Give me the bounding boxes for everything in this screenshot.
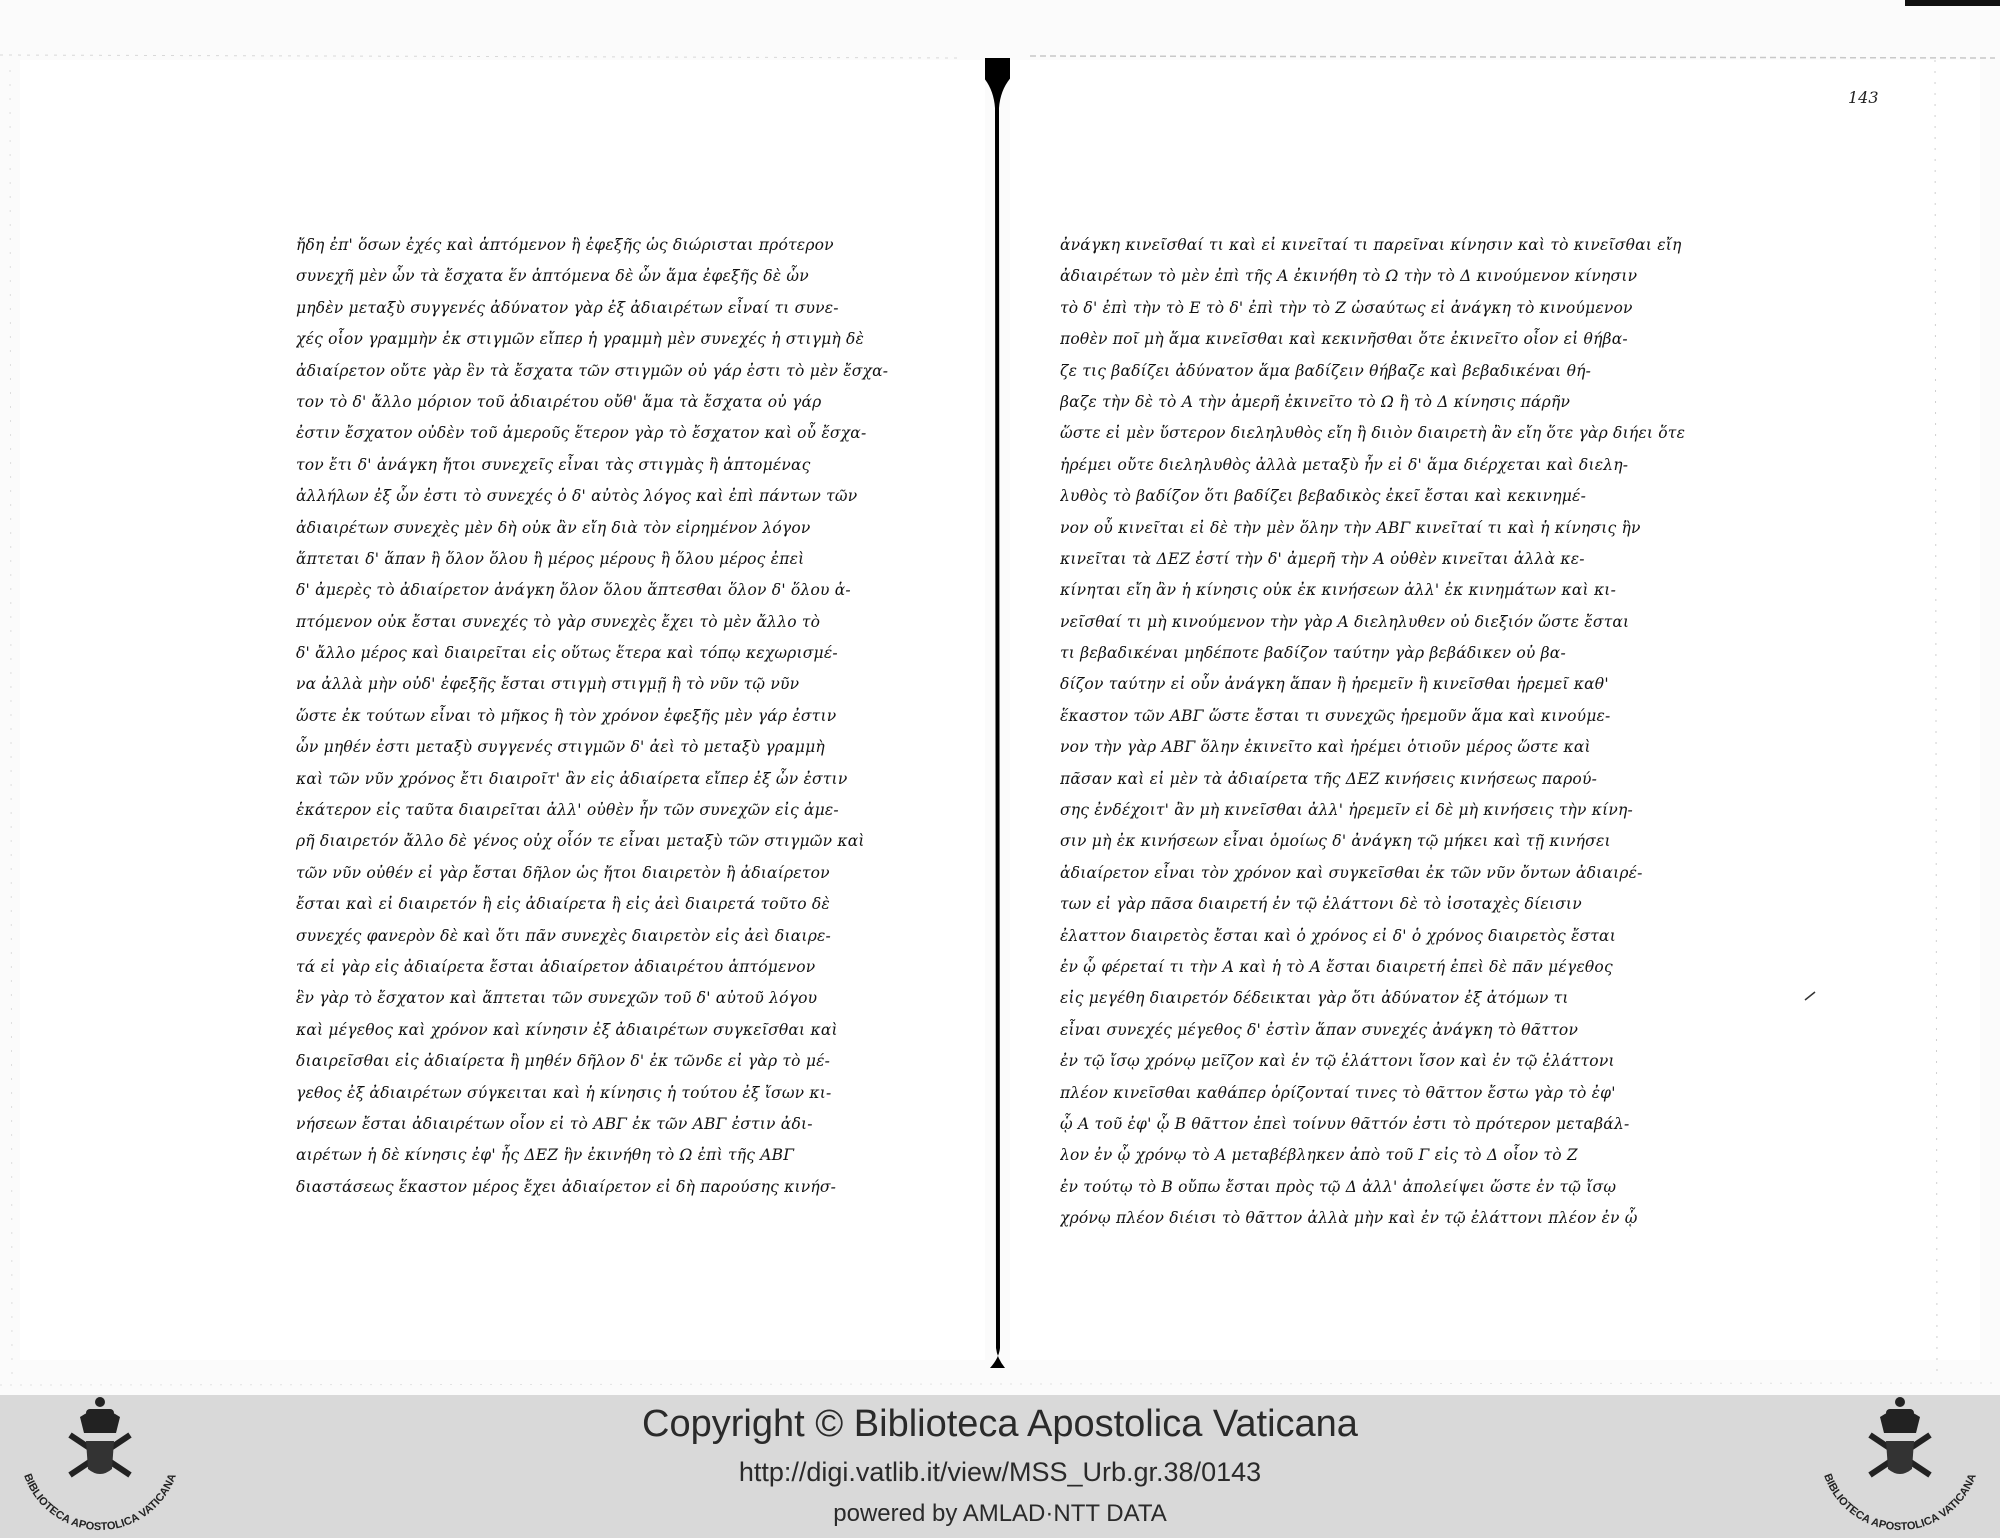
manuscript-line: ρῆ διαιρετόν ἄλλο δὲ γένος οὐχ οἷόν τε εἶναι μεταξὺ τῶν στιγμῶν καὶ [296, 832, 865, 851]
manuscript-line: ἀδιαίρετον εἶναι τὸν χρόνον καὶ συγκεῖσθαι ἐκ τῶν νῦν ὄντων ἀδιαιρέ- [1060, 863, 1643, 882]
manuscript-line: τον τὸ δ' ἄλλο μόριον τοῦ ἀδιαιρέτου οὔθ' ἅμα τὰ ἔσχατα οὐ γάρ [296, 392, 822, 411]
manuscript-line: ὥστε εἰ μὲν ὕστερον διεληλυθὸς εἴη ἢ διιὸν διαιρετὴ ἂν εἴη ὅτε γὰρ διήει ὅτε [1060, 424, 1686, 443]
manuscript-line: ᾧ Α τοῦ ἐφ' ᾧ Β θᾶττον ἐπεὶ τοίνυν θᾶττόν ἐστι τὸ πρότερον μεταβάλ- [1060, 1114, 1630, 1133]
manuscript-line: ὧν μηθέν ἐστι μεταξὺ συγγενές στιγμῶν δ' ἀεὶ τὸ μεταξὺ γραμμὴ [296, 738, 825, 757]
manuscript-line: ἤδη ἐπ' ὅσων ἐχές καὶ ἁπτόμενον ἢ ἐφεξῆς ὡς διώρισται πρότερον [296, 236, 834, 254]
manuscript-line: ἕκαστον τῶν ΑΒΓ ὥστε ἔσται τι συνεχῶς ἠρεμοῦν ἅμα καὶ κινούμε- [1060, 706, 1611, 725]
manuscript-line: πτόμενον οὐκ ἔσται συνεχές τὸ γὰρ συνεχὲς ἔχει τὸ μὲν ἄλλο τὸ [296, 612, 821, 631]
folio-number: 143 [1848, 88, 1879, 107]
manuscript-line: συνεχῆ μὲν ὧν τὰ ἔσχατα ἕν ἁπτόμενα δὲ ὧν ἅμα ἐφεξῆς δὲ ὧν [296, 267, 809, 286]
seal-text-right: BIBLIOTECA APOSTOLICA VATICANA [1821, 1472, 1979, 1534]
manuscript-line: τι βεβαδικέναι μηδέποτε βαδίζον ταύτην γὰρ βεβάδικεν οὐ βα- [1060, 644, 1566, 663]
manuscript-line: τον ἔτι δ' ἀνάγκη ἤτοι συνεχεῖς εἶναι τὰς στιγμὰς ἢ ἁπτομένας [296, 455, 811, 474]
manuscript-line: χές οἷον γραμμὴν ἐκ στιγμῶν εἴπερ ἡ γραμμὴ μὲν συνεχές ἡ στιγμὴ δὲ [296, 330, 865, 349]
manuscript-line: κινεῖται τὰ ΔΕΖ ἐστί τὴν δ' ἀμερῆ τὴν Α οὐθὲν κινεῖται ἀλλὰ κε- [1060, 549, 1585, 568]
manuscript-line: ἀδιαιρέτων συνεχὲς μὲν δὴ οὐκ ἂν εἴη διὰ τὸν εἰρημένον λόγον [296, 518, 811, 537]
manuscript-line: συνεχές φανερὸν δὲ καὶ ὅτι πᾶν συνεχὲς διαιρετὸν εἰς ἀεὶ διαιρε- [296, 926, 831, 945]
manuscript-line: ἐστιν ἔσχατον οὐδὲν τοῦ ἀμεροῦς ἕτερον γὰρ τὸ ἔσχατον καὶ οὗ ἔσχα- [296, 424, 867, 443]
powered-by-text: powered by AMLAD·NTT DATA [833, 1500, 1167, 1527]
manuscript-line: των εἰ γὰρ πᾶσα διαιρετή ἐν τῷ ἐλάττονι δὲ τὸ ἰσοταχὲς δίεισιν [1060, 895, 1582, 914]
manuscript-line: ποθὲν ποῖ μὴ ἅμα κινεῖσθαι καὶ κεκινῆσθαι ὅτε ἐκινεῖτο οἷον εἰ θήβα- [1060, 330, 1628, 349]
manuscript-line: ἐν τούτῳ τὸ Β οὔπω ἔσται πρὸς τῷ Δ ἀλλ' ἀπολείψει ὥστε ἐν τῷ ἴσῳ [1060, 1177, 1617, 1196]
manuscript-line: καὶ τῶν νῦν χρόνος ἔτι διαιροῖτ' ἂν εἰς ἀδιαίρετα εἴπερ ἐξ ὧν ἐστιν [296, 769, 848, 788]
left-text-column [296, 230, 926, 1203]
manuscript-line: πλέον κινεῖσθαι καθάπερ ὁρίζονταί τινες τὸ θᾶττον ἔστω γὰρ τὸ ἐφ' [1060, 1083, 1616, 1102]
seal-text-left: BIBLIOTECA APOSTOLICA VATICANA [21, 1472, 179, 1534]
svg-text:BIBLIOTECA APOSTOLICA VATICANA [1821, 1472, 1979, 1533]
manuscript-line: βαζε τὴν δὲ τὸ Α τὴν ἀμερῆ ἐκινεῖτο τὸ Ω ἣ τὸ Δ κίνησις πάρῆν [1060, 392, 1571, 411]
manuscript-line: ἔσται καὶ εἰ διαιρετόν ἢ εἰς ἀδιαίρετα ἢ εἰς ἀεὶ διαιρετά τοῦτο δὲ [296, 895, 830, 914]
manuscript-line: λυθὸς τὸ βαδίζον ὅτι βαδίζει βεβαδικὸς ἐκεῖ ἔσται καὶ κεκινημέ- [1060, 487, 1587, 506]
manuscript-line: να ἀλλὰ μὴν οὐδ' ἐφεξῆς ἔσται στιγμὴ στιγμῇ ἢ τὸ νῦν τῷ νῦν [296, 675, 800, 694]
manuscript-line: νήσεων ἔσται ἀδιαιρέτων οἷον εἰ τὸ ΑΒΓ ἐκ τῶν ΑΒΓ ἐστιν ἀδι- [296, 1114, 813, 1133]
manuscript-line: τά εἰ γὰρ εἰς ἀδιαίρετα ἔσται ἀδιαίρετον ἀδιαιρέτου ἁπτόμενον [296, 957, 816, 976]
manuscript-line: ἠρέμει οὔτε διεληλυθὸς ἀλλὰ μεταξὺ ἦν εἰ δ' ἅμα διέρχεται καὶ διελη- [1060, 455, 1629, 474]
manuscript-line: νον οὗ κινεῖται εἰ δὲ τὴν μὲν ὅλην τὴν ΑΒΓ κινεῖταί τι καὶ ἡ κίνησις ἣν [1060, 518, 1641, 537]
manuscript-line: δ' ἄλλο μέρος καὶ διαιρεῖται εἰς οὕτως ἕτερα καὶ τόπῳ κεχωρισμέ- [296, 644, 838, 663]
manuscript-line: τὸ δ' ἐπὶ τὴν τὸ Ε τὸ δ' ἐπὶ τὴν τὸ Ζ ὡσαύτως εἰ ἀνάγκη τὸ κινούμενον [1060, 298, 1633, 317]
manuscript-line: ἅπτεται δ' ἅπαν ἢ ὅλον ὅλου ἢ μέρος μέρους ἢ ὅλου μέρος ἐπεὶ [296, 549, 805, 568]
manuscript-line: ἀλλήλων ἐξ ὧν ἐστι τὸ συνεχές ὁ δ' αὐτὸς λόγος καὶ ἐπὶ πάντων τῶν [296, 487, 858, 506]
binding-gutter [985, 58, 1010, 1368]
manuscript-line: κίνηται εἴη ἂν ἡ κίνησις οὐκ ἐκ κινήσεων ἀλλ' ἐκ κινημάτων καὶ κι- [1060, 581, 1617, 600]
manuscript-line: ἀνάγκη κινεῖσθαί τι καὶ εἰ κινεῖταί τι παρεῖναι κίνησιν καὶ τὸ κινεῖσθαι εἴη [1060, 236, 1682, 254]
source-url[interactable]: http://digi.vatlib.it/view/MSS_Urb.gr.38/0143 [738, 1457, 1262, 1487]
manuscript-line: σιν μὴ ἐκ κινήσεων εἶναι ὁμοίως δ' ἀνάγκη τῷ μήκει καὶ τῇ κινήσει [1060, 832, 1611, 851]
manuscript-line: ἐν ᾧ φέρεταί τι τὴν Α καὶ ἡ τὸ Α ἔσται διαιρετή ἐπεὶ δὲ πᾶν μέγεθος [1060, 957, 1613, 976]
manuscript-line: ἑκάτερον εἰς ταῦτα διαιρεῖται ἀλλ' οὐθὲν ἦν τῶν συνεχῶν εἰς ἀμε- [296, 801, 839, 820]
manuscript-line: καὶ μέγεθος καὶ χρόνον καὶ κίνησιν ἐξ ἀδιαιρέτων συγκεῖσθαι καὶ [296, 1020, 838, 1039]
manuscript-line: γεθος ἐξ ἀδιαιρέτων σύγκειται καὶ ἡ κίνησις ἡ τούτου ἐξ ἴσων κι- [296, 1083, 832, 1102]
manuscript-line: ἀδιαίρετον οὔτε γὰρ ἓν τὰ ἔσχατα τῶν στιγμῶν οὐ γάρ ἐστι τὸ μὲν ἔσχα- [296, 361, 889, 380]
manuscript-line: λον ἐν ᾧ χρόνῳ τὸ Α μεταβέβληκεν ἀπὸ τοῦ Γ εἰς τὸ Δ οἷον τὸ Ζ [1060, 1146, 1578, 1165]
manuscript-line: διαιρεῖσθαι εἰς ἀδιαίρετα ἢ μηθέν δῆλον δ' ἐκ τῶνδε εἰ γὰρ τὸ μέ- [296, 1052, 831, 1071]
manuscript-line: σης ἐνδέχοιτ' ἂν μὴ κινεῖσθαι ἀλλ' ἠρεμεῖν εἰ δὲ μὴ κινήσεις τὴν κίνη- [1060, 801, 1633, 820]
manuscript-line: διαστάσεως ἕκαστον μέρος ἔχει ἀδιαίρετον εἰ δὴ παρούσης κινήσ- [296, 1177, 837, 1196]
copyright-text: Copyright © Biblioteca Apostolica Vaticana [642, 1403, 1358, 1445]
vatican-library-seal-right [1800, 1395, 2000, 1538]
manuscript-line: αιρέτων ἡ δὲ κίνησις ἐφ' ἧς ΔΕΖ ἣν ἐκινήθη τὸ Ω ἐπὶ τῆς ΑΒΓ [296, 1146, 795, 1165]
manuscript-line: ἀδιαιρέτων τὸ μὲν ἐπὶ τῆς Α ἐκινήθη τὸ Ω τὴν τὸ Δ κινούμενον κίνησιν [1060, 267, 1638, 286]
manuscript-line: ὥστε ἐκ τούτων εἶναι τὸ μῆκος ἢ τὸν χρόνον ἐφεξῆς μὲν γάρ ἐστιν [296, 706, 837, 725]
manuscript-line: ζε τις βαδίζει ἀδύνατον ἅμα βαδίζειν θήβαζε καὶ βεβαδικέναι θή- [1060, 361, 1592, 380]
manuscript-line: ἓν γὰρ τὸ ἔσχατον καὶ ἅπτεται τῶν συνεχῶν τοῦ δ' αὐτοῦ λόγου [296, 989, 818, 1008]
manuscript-line: εἰς μεγέθη διαιρετόν δέδεικται γὰρ ὅτι ἀδύνατον ἐξ ἀτόμων τι [1060, 989, 1569, 1008]
manuscript-line: χρόνῳ πλέον διέισι τὸ θᾶττον ἀλλὰ μὴν καὶ ἐν τῷ ἐλάττονι πλέον ἐν ᾧ [1060, 1209, 1638, 1228]
manuscript-line: μηδὲν μεταξὺ συγγενές ἀδύνατον γὰρ ἐξ ἀδιαιρέτων εἶναί τι συνε- [296, 298, 839, 317]
manuscript-line: πᾶσαν καὶ εἰ μὲν τὰ ἀδιαίρετα τῆς ΔΕΖ κινήσεις κινήσεως παρού- [1060, 769, 1598, 788]
manuscript-line: ἐλαττον διαιρετὸς ἔσται καὶ ὁ χρόνος εἰ δ' ὁ χρόνος διαιρετὸς ἔσται [1060, 926, 1616, 945]
manuscript-line: δ' ἀμερὲς τὸ ἀδιαίρετον ἀνάγκη ὅλον ὅλου ἅπτεσθαι ὅλον δ' ὅλου ἁ- [296, 581, 851, 600]
manuscript-line: νεῖσθαί τι μὴ κινούμενον τὴν γὰρ Α διεληλυθεν οὐ διεξιόν ὥστε ἔσται [1060, 612, 1630, 631]
corner-mark [1905, 0, 2000, 6]
copyright-footer [0, 1395, 2000, 1538]
manuscript-line: ἐν τῷ ἴσῳ χρόνῳ μεῖζον καὶ ἐν τῷ ἐλάττονι ἴσον καὶ ἐν τῷ ἐλάττονι [1060, 1052, 1615, 1071]
manuscript-line: τῶν νῦν οὐθέν εἰ γὰρ ἔσται δῆλον ὡς ἤτοι διαιρετὸν ἢ ἀδιαίρετον [296, 863, 830, 882]
right-text-column [1060, 230, 1690, 1235]
manuscript-line: νον τὴν γὰρ ΑΒΓ ὅλην ἐκινεῖτο καὶ ἠρέμει ὁτιοῦν μέρος ὥστε καὶ [1060, 738, 1591, 757]
manuscript-line: εἶναι συνεχές μέγεθος δ' ἐστὶν ἅπαν συνεχές ἀνάγκη τὸ θᾶττον [1060, 1020, 1579, 1039]
manuscript-line: δίζον ταύτην εἰ οὖν ἀνάγκη ἅπαν ἢ ἠρεμεῖν ἢ κινεῖσθαι ἠρεμεῖ καθ' [1060, 675, 1609, 694]
